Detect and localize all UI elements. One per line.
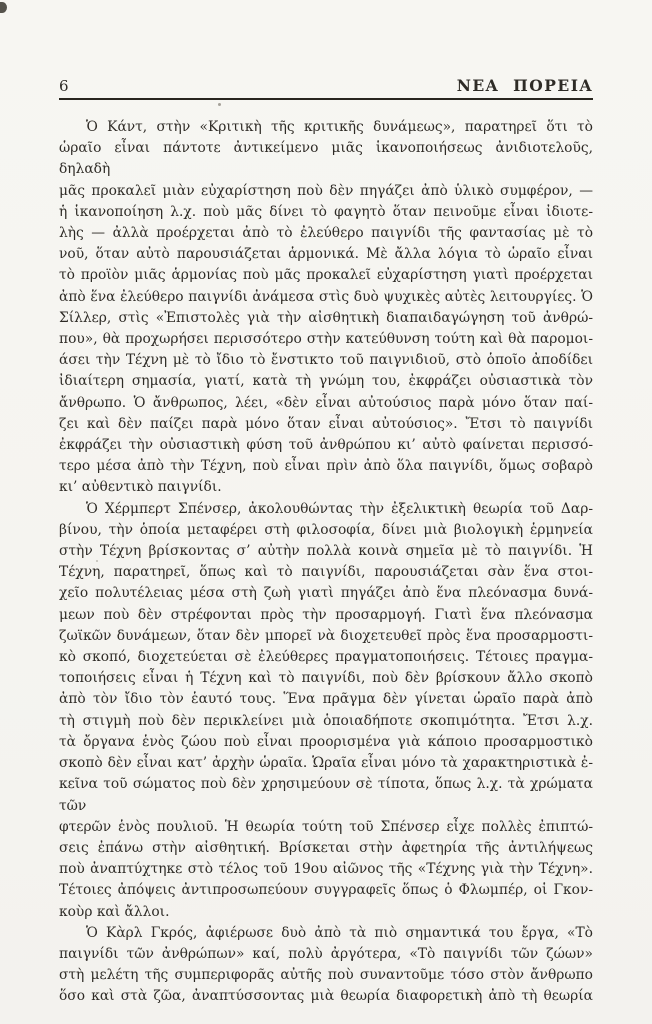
text-line: ὡραῖο εἶναι πάντοτε ἀντικείμενο μιᾶς ἱκανοποιήσεως ἀνιδιοτελοῦς, δηλαδὴ: [59, 140, 593, 178]
text-line: Ὁ Κὰρλ Γκρός, ἀφιέρωσε δυὸ ἀπὸ τὰ πιὸ σημαντικά του ἔργα, «Τὸ: [86, 924, 593, 941]
text-line: στὴν Τέχνη βρίσκοντας σ’ αὐτὴν πολλὰ κοινὰ σημεῖα μὲ τὸ παιγνίδι. Ἡ: [59, 543, 593, 560]
text-line: βίνου, τὴν ὁποία μεταφέρει στὴ φιλοσοφία, δίνει μιὰ βιολογικὴ ἑρμηνεία: [59, 521, 593, 538]
text-line: ἀπὸ ἕνα ἐλεύθερο παιγνίδι ἀνάμεσα στὶς δυὸ ψυχικὲς αὐτὲς λειτουργίες. Ὁ: [59, 288, 593, 305]
text-line: μεων ποὺ δὲν στρέφονται πρὸς τὴν προσαρμογή. Γιατὶ ἕνα πλεόνασμα: [59, 606, 593, 623]
text-line: ἀπὸ τὸν ἴδιο τὸν ἑαυτό τους. Ἕνα πρᾶγμα δὲν γίνεται ὡραῖο παρὰ ἀπὸ: [59, 691, 593, 708]
text-line: ζωϊκῶν δυνάμεων, ὅταν δὲν μπορεῖ νὰ διοχετευθεῖ πρὸς ἕνα προσαρμοστι-: [59, 627, 593, 644]
text-line: ζει καὶ δὲν παίζει παρὰ μόνο ὅταν εἶναι αὐτούσιος». Ἔτσι τὸ παιγνίδι: [59, 415, 593, 432]
text-line: ἐκφράζει τὴν οὐσιαστικὴ φύση τοῦ ἀνθρώπου κι’ αὐτὸ φαίνεται περισσό-: [59, 437, 593, 454]
text-line: κεῖνα τοῦ σώματος ποὺ δὲν χρησιμεύουν σὲ τίποτα, ὅπως λ.χ. τὰ χρώματα τῶν: [59, 776, 593, 814]
text-line: στὴ μελέτη τῆς συμπεριφορᾶς αὐτῆς ποὺ συναντοῦμε τόσο στὸν ἄνθρωπο: [59, 967, 593, 984]
header-rule: [59, 98, 593, 100]
paragraph: [59, 499, 593, 923]
text-line: χεῖο πολυτέλειας μέσα στὴ ζωὴ γιατὶ πηγάζει ἀπὸ ἕνα πλεόνασμα δυνά-: [59, 585, 593, 602]
scan-smudge: [0, 2, 7, 13]
text-line: τὴ στιγμὴ ποὺ δὲν περικλείνει μιὰ ὁποιαδήποτε σκοπιμότητα. Ἔτσι λ.χ.: [59, 712, 593, 729]
text-line: ἰδιαίτερη σημασία, γιατί, κατὰ τὴ γνώμη του, ἐκφράζει οὐσιαστικὰ τὸν: [59, 373, 593, 390]
text-line: σκοπὸ δὲν εἶναι κατ’ ἀρχὴν ὡραῖα. Ὡραῖα εἶναι μόνο τὰ χαρακτηριστικὰ ἐ-: [59, 755, 593, 772]
text-line: Τέτοιες ἀπόψεις ἀντιπροσωπεύουν συγγραφεῖς ὅπως ὁ Φλωμπέρ, οἱ Γκον-: [59, 882, 593, 899]
text-line: μᾶς προκαλεῖ μιὰν εὐχαρίστηση ποὺ δὲν πηγάζει ἀπὸ ὑλικὸ συμφέρον, —: [59, 182, 593, 199]
text-line: νοῦ, ὅταν αὐτὸ παρουσιάζεται ἁρμονικά. Μὲ ἄλλα λόγια τὸ ὡραῖο εἶναι: [59, 246, 593, 263]
text-line: άσει τὴν Τέχνη μὲ τὸ ἴδιο τὸ ἔνστικτο τοῦ παιγνιδιοῦ, στὸ ὁποῖο ἀποδίδει: [59, 352, 593, 369]
text-line: Ὁ Κάντ, στὴν «Κριτικὴ τῆς κριτικῆς δυνάμεως», παρατηρεῖ ὅτι τὸ: [86, 119, 593, 135]
text-line: ἡ ἱκανοποίηση λ.χ. ποὺ μᾶς δίνει τὸ φαγητὸ ὅταν πεινοῦμε εἶναι ἰδιοτε-: [59, 203, 593, 220]
text-line: λὴς — ἀλλὰ προέρχεται ἀπὸ τὸ ἐλεύθερο παιγνίδι τῆς φαντασίας μὲ τὸ: [59, 225, 593, 242]
text-line: φτερῶν ἑνὸς πουλιοῦ. Ἡ θεωρία τούτη τοῦ Σπένσερ εἶχε πολλὲς ἐπιπτώ-: [59, 818, 593, 835]
text-line: που», θὰ προχωρήσει περισσότερο στὴν κατεύθυνση τούτη καὶ θὰ παρομοι-: [59, 331, 593, 348]
text-line: ἄνθρωπο. Ὁ ἄνθρωπος, λέει, «δὲν εἶναι αὐτούσιος παρὰ μόνο ὅταν παί-: [59, 394, 593, 411]
text-line: κι’ αὐθεντικὸ παιγνίδι.: [59, 479, 222, 496]
text-line: κὸ σκοπό, διοχετεύεται σὲ ἐλεύθερες πραγματοποιήσεις. Τέτοιες πραγμα-: [59, 649, 593, 666]
text-line: τοποιήσεις εἶναι ἡ Τέχνη καὶ τὸ παιγνίδι, ποὺ δὲν βρίσκουν ἄλλο σκοπὸ: [59, 670, 593, 687]
paragraph: [59, 117, 593, 499]
text-line: τὸ προϊὸν μιᾶς ἁρμονίας ποὺ μᾶς προκαλεῖ εὐχαρίστηση γιατὶ προέρχεται: [59, 267, 593, 284]
text-line: Τέχνη, παρατηρεῖ, ὅπως καὶ τὸ παιγνίδι, παρουσιάζεται σὰν ἕνα στοι-: [59, 564, 593, 581]
page-content: [59, 0, 593, 1008]
text-line: τερο μέσα ἀπὸ τὴν Τέχνη, ποὺ εἶναι πρὶν ἀπὸ ὅλα παιγνίδι, ὅμως σοβαρὸ: [59, 458, 593, 475]
text-block: [59, 117, 593, 1008]
text-line: ποὺ ἀναπτύχτηκε στὸ τέλος τοῦ 19ου αἰῶνος τῆς «Τέχνης γιὰ τὴν Τέχνη».: [59, 861, 593, 878]
journal-title: ΝΕΑ ΠΟΡΕΙΑ: [456, 76, 593, 95]
text-line: Ὁ Χέρμπερτ Σπένσερ, ἀκολουθώντας τὴν ἐξελικτικὴ θεωρία τοῦ Δαρ-: [86, 500, 593, 517]
page-number: 6: [59, 77, 70, 95]
text-line: τὰ ὄργανα ἑνὸς ζώου ποὺ εἶναι προορισμένα γιὰ κάποιο προσαρμοστικὸ: [59, 733, 593, 750]
page-header: [59, 0, 593, 95]
paragraph: [59, 923, 593, 1008]
text-line: παιγνίδι τῶν ἀνθρώπων» καί, πολὺ ἀργότερα, «Τὸ παιγνίδι τῶν ζώων»: [59, 945, 593, 962]
text-line: Σίλλερ, στὶς «Ἐπιστολὲς γιὰ τὴν αἰσθητικὴ διαπαιδαγώγηση τοῦ ἀνθρώ-: [59, 309, 593, 326]
text-line: σεις ἐπάνω στὴν αἰσθητική. Βρίσκεται στὴν ἀφετηρία τῆς ἀντιλήψεως: [59, 839, 593, 856]
text-line: κοὺρ καὶ ἄλλοι.: [59, 903, 170, 920]
text-line: ὅσο καὶ στὰ ζῶα, ἀναπτύσσοντας μιὰ θεωρία διαφορετικὴ ἀπὸ τὴ θεωρία: [59, 988, 593, 1005]
